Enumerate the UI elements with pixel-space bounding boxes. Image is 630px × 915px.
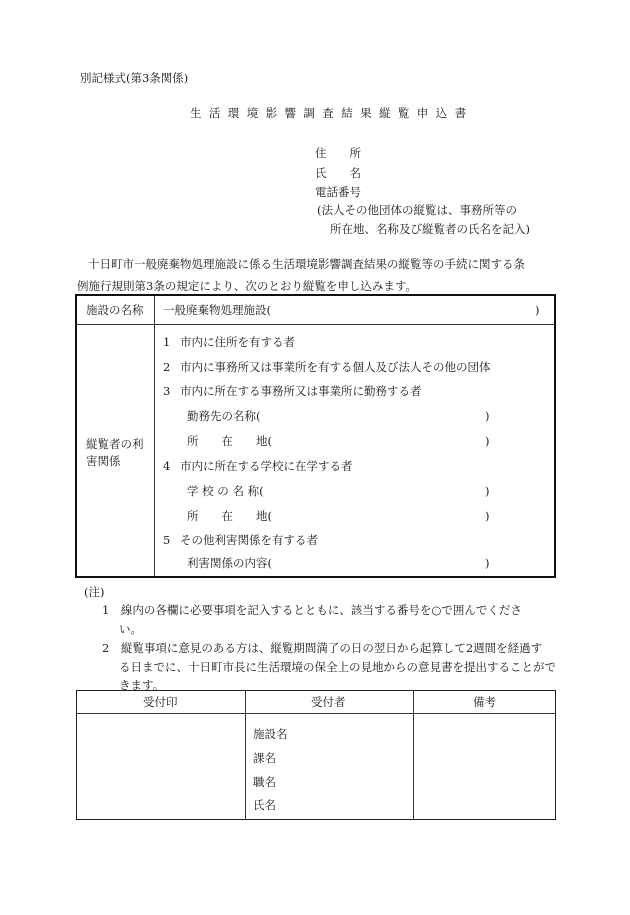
facility-row-label: 施設名 bbox=[253, 727, 288, 741]
facility-name-value: 一般廃棄物処理施設( bbox=[163, 303, 271, 317]
table-divider bbox=[77, 713, 555, 714]
interest-header-line-1: 縦覧者の利 bbox=[86, 437, 144, 451]
interest-header-line-2: 害関係 bbox=[86, 454, 121, 468]
school-location-close-paren: ) bbox=[485, 509, 490, 523]
school-location-label: 所 在 地( bbox=[187, 509, 272, 523]
reception-table bbox=[76, 690, 556, 820]
receiver-header: 受付者 bbox=[311, 695, 346, 709]
note-2-line-3: きます。 bbox=[119, 678, 165, 692]
school-name-close-paren: ) bbox=[485, 484, 490, 498]
note-1-line-1: 1 線内の各欄に必要事項を記入するとともに、該当する番号を○で囲んでくださ bbox=[102, 603, 522, 617]
corporate-note-line-1: (法人その他団体の縦覧は、事務所等の bbox=[317, 203, 517, 217]
table-divider bbox=[245, 691, 246, 819]
facility-close-paren: ) bbox=[535, 303, 540, 317]
workplace-name-label: 勤務先の名称( bbox=[187, 409, 261, 423]
name-label: 氏 名 bbox=[315, 166, 361, 180]
workplace-location-close-paren: ) bbox=[485, 434, 490, 448]
section-row-label: 課名 bbox=[253, 751, 276, 765]
form-label: 別記様式(第3条関係) bbox=[80, 71, 189, 85]
item-1-num: 1 bbox=[163, 335, 171, 349]
note-1-line-2: い。 bbox=[119, 622, 142, 636]
item-3-num: 3 bbox=[163, 384, 171, 398]
item-3-text: 市内に所在する事務所又は事業所に勤務する者 bbox=[180, 384, 422, 398]
item-4-text: 市内に所在する学校に在学する者 bbox=[180, 459, 353, 473]
notes-header: (注) bbox=[84, 585, 105, 599]
title-row-label: 職名 bbox=[253, 775, 276, 789]
interest-content-close-paren: ) bbox=[485, 556, 490, 570]
item-4-num: 4 bbox=[163, 459, 171, 473]
address-label: 住 所 bbox=[315, 146, 361, 160]
item-5-num: 5 bbox=[163, 533, 171, 547]
remarks-header: 備考 bbox=[473, 695, 496, 709]
note-2-line-1: 2 縦覧事項に意見のある方は、縦覧期間満了の日の翌日から起算して2週間を経過す bbox=[102, 641, 543, 655]
school-name-label: 学 校 の 名 称( bbox=[187, 484, 264, 498]
item-1-text: 市内に住所を有する者 bbox=[180, 335, 295, 349]
name-row-label: 氏名 bbox=[253, 798, 276, 812]
application-table bbox=[75, 294, 556, 578]
item-2-num: 2 bbox=[163, 360, 171, 374]
corporate-note-line-2: 所在地、名称及び縦覧者の氏名を記入) bbox=[330, 222, 530, 236]
workplace-location-label: 所 在 地( bbox=[187, 434, 272, 448]
phone-label: 電話番号 bbox=[315, 185, 361, 199]
table-divider bbox=[77, 324, 554, 325]
facility-name-header: 施設の名称 bbox=[86, 303, 144, 317]
item-2-text: 市内に事務所又は事業所を有する個人及び法人その他の団体 bbox=[180, 360, 491, 374]
item-5-text: その他利害関係を有する者 bbox=[180, 533, 318, 547]
document-title: 生活環境影響調査結果縦覧申込書 bbox=[190, 106, 474, 120]
reception-stamp-header: 受付印 bbox=[143, 695, 178, 709]
table-divider bbox=[413, 691, 414, 819]
intro-line-2: 例施行規則第3条の規定により、次のとおり縦覧を申し込みます。 bbox=[77, 279, 417, 293]
intro-line-1: 十日町市一般廃棄物処理施設に係る生活環境影響調査結果の縦覧等の手続に関する条 bbox=[88, 257, 525, 271]
interest-content-label: 利害関係の内容( bbox=[187, 556, 272, 570]
table-divider bbox=[154, 296, 155, 576]
note-2-line-2: る日までに、十日町市長に生活環境の保全上の見地からの意見書を提出することがで bbox=[119, 660, 556, 674]
workplace-close-paren: ) bbox=[485, 409, 490, 423]
